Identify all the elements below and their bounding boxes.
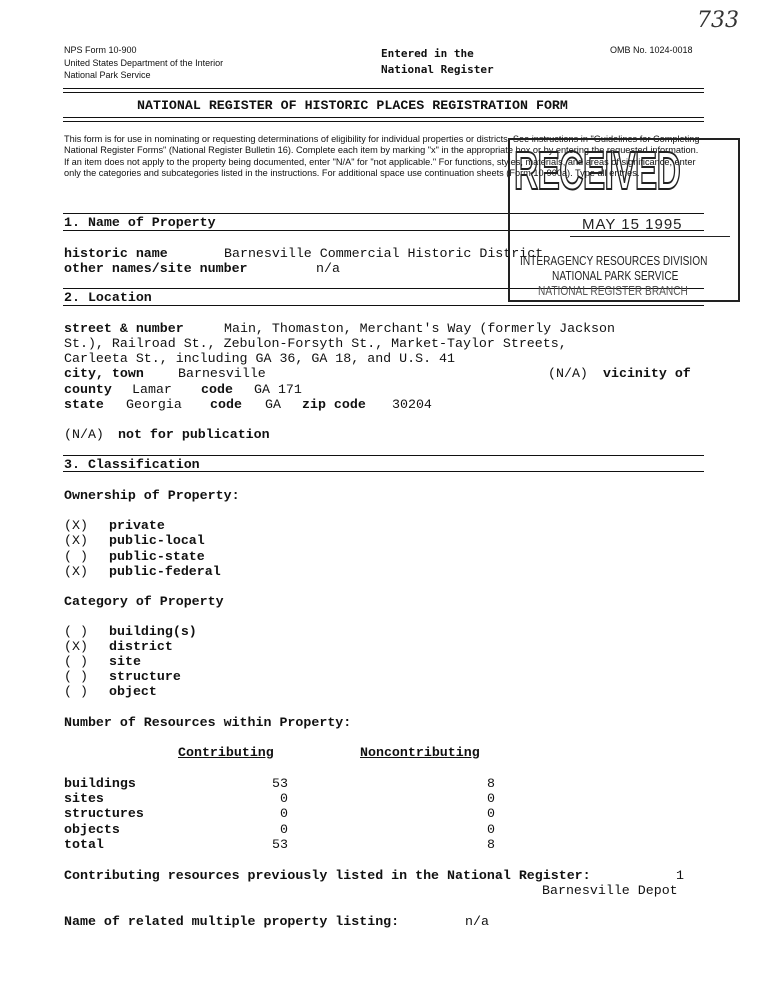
col-noncontributing: Noncontributing: [360, 745, 480, 760]
publication-mark: (N/A): [64, 427, 104, 442]
category-label: building(s): [109, 624, 197, 639]
category-label: district: [109, 639, 173, 654]
title-rule-bottom2: [63, 121, 704, 122]
category-mark: ( ): [64, 669, 88, 684]
entered-line2: National Register: [381, 63, 494, 76]
category-mark: ( ): [64, 624, 88, 639]
resource-contributing: 0: [280, 806, 288, 821]
category-label: site: [109, 654, 141, 669]
zip-label: zip code: [302, 397, 366, 412]
entered-line1: Entered in the: [381, 47, 474, 60]
resource-noncontributing: 0: [487, 806, 495, 821]
stamp-line1: INTERAGENCY RESOURCES DIVISION: [520, 253, 708, 268]
ownership-label: public-local: [109, 533, 205, 548]
category-mark: (X): [64, 639, 88, 654]
stamp-date-rule: [570, 236, 730, 237]
county-label: county: [64, 382, 112, 397]
instructions: This form is for use in nominating or requesting determinations of eligibility for individual properties or districts. See instructions in "Guidelines for Completing National Register Forms" (National Register Bulletin 16). Complete each item by marking "x" in the appropriate box or by entering the requested information. If an item does not apply to the property being documented, enter "N/A" for "not applicable." For functions, styles, materials, and areas of significance, enter only the categories and subcategories listed in the instructions. For additional space use continuation sheets (Form 10-900a). Type all entries.: [64, 134, 700, 178]
related-listing-label: Name of related multiple property listing:: [64, 914, 400, 929]
city-value: Barnesville: [178, 366, 266, 381]
category-title: Category of Property: [64, 594, 224, 609]
received-stamp: [508, 138, 740, 302]
resource-contributing: 53: [272, 776, 288, 791]
resource-label: objects: [64, 822, 120, 837]
resource-noncontributing: 8: [487, 837, 495, 852]
category-label: object: [109, 684, 157, 699]
stamp-date: MAY 15 1995: [582, 216, 683, 233]
street-line1: Main, Thomaston, Merchant's Way (formerly Jackson: [224, 321, 615, 336]
county-value: Lamar: [132, 382, 172, 397]
street-line2: St.), Railroad St., Zebulon-Forsyth St., Market-Taylor Streets,: [64, 336, 567, 351]
stamp-line3: NATIONAL REGISTER BRANCH: [538, 283, 688, 298]
handwritten-number: 733: [697, 8, 739, 33]
previously-listed-label: Contributing resources previously listed in the National Register:: [64, 868, 591, 883]
resource-noncontributing: 0: [487, 822, 495, 837]
col-contributing: Contributing: [178, 745, 274, 760]
other-names-label: other names/site number: [64, 261, 248, 276]
county-code-label: code: [201, 382, 233, 397]
state-value: Georgia: [126, 397, 182, 412]
historic-name-value: Barnesville Commercial Historic District: [224, 246, 544, 261]
service: National Park Service: [64, 70, 151, 80]
ownership-mark: (X): [64, 564, 88, 579]
category-label: structure: [109, 669, 181, 684]
street-label: street & number: [64, 321, 184, 336]
stamp-line2: NATIONAL PARK SERVICE: [552, 268, 679, 283]
vicinity-mark: (N/A): [548, 366, 588, 381]
resource-label: sites: [64, 791, 104, 806]
county-code-value: GA 171: [254, 382, 302, 397]
resource-contributing: 0: [280, 791, 288, 806]
category-mark: ( ): [64, 684, 88, 699]
form-title: NATIONAL REGISTER OF HISTORIC PLACES REGISTRATION FORM: [137, 98, 568, 113]
section2-heading: 2. Location: [64, 290, 152, 305]
title-rule-bottom: [63, 117, 704, 118]
title-rule-top: [63, 88, 704, 89]
resource-contributing: 0: [280, 822, 288, 837]
title-rule-top2: [63, 92, 704, 93]
publication-label: not for publication: [118, 427, 270, 442]
ownership-mark: ( ): [64, 549, 88, 564]
category-mark: ( ): [64, 654, 88, 669]
resource-contributing: 53: [272, 837, 288, 852]
resource-label: total: [64, 837, 104, 852]
ownership-label: public-federal: [109, 564, 221, 579]
other-names-value: n/a: [316, 261, 340, 276]
ownership-label: private: [109, 518, 165, 533]
resource-noncontributing: 8: [487, 776, 495, 791]
ownership-mark: (X): [64, 518, 88, 533]
omb-number: OMB No. 1024-0018: [610, 45, 693, 55]
previously-listed-name: Barnesville Depot: [542, 883, 678, 898]
form-number: NPS Form 10-900: [64, 45, 137, 55]
ownership-title: Ownership of Property:: [64, 488, 240, 503]
ownership-label: public-state: [109, 549, 205, 564]
resource-label: structures: [64, 806, 144, 821]
related-listing-value: n/a: [465, 914, 489, 929]
state-label: state: [64, 397, 104, 412]
street-line3: Carleeta St., including GA 36, GA 18, and U.S. 41: [64, 351, 455, 366]
department: United States Department of the Interior: [64, 58, 224, 68]
zip-value: 30204: [392, 397, 432, 412]
state-code-value: GA: [265, 397, 281, 412]
state-code-label: code: [210, 397, 242, 412]
resources-title: Number of Resources within Property:: [64, 715, 352, 730]
previously-listed-count: 1: [676, 868, 684, 883]
stamp-word: RECEIVED: [514, 141, 681, 201]
resource-noncontributing: 0: [487, 791, 495, 806]
section1-heading: 1. Name of Property: [64, 215, 216, 230]
historic-name-label: historic name: [64, 246, 168, 261]
resource-label: buildings: [64, 776, 136, 791]
section3-top-rule: [63, 455, 704, 456]
vicinity-label: vicinity of: [603, 366, 691, 381]
ownership-mark: (X): [64, 533, 88, 548]
city-label: city, town: [64, 366, 144, 381]
section3-heading: 3. Classification: [64, 457, 200, 472]
